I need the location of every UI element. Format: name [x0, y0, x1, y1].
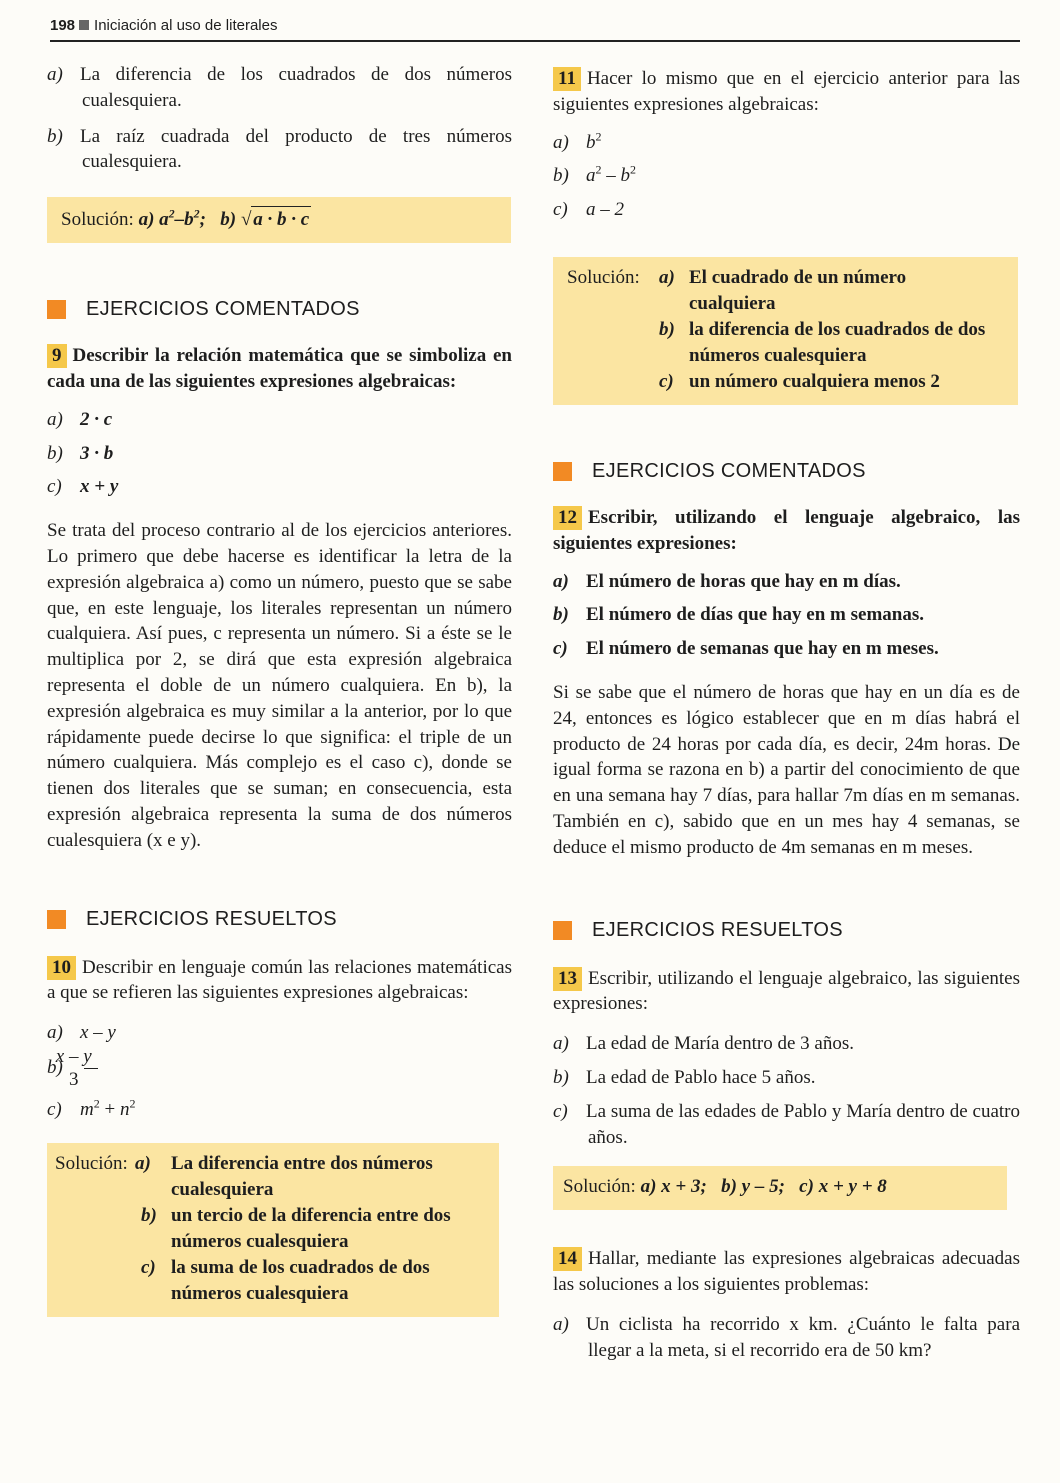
- exercise-11-statement: 11 Hacer lo mismo que en el ejercicio anterior para las siguientes expresiones algebraicas:: [553, 68, 1020, 115]
- exercise-10-statement: 10 Describir en lenguaje común las relaciones matemáticas a que se refieren las siguientes expresiones algebraicas:: [47, 956, 512, 1004]
- solution-box: Solución: a) El cuadrado de un número cualquiera b) la diferencia de los cuadrados de dos números cualesquiera c) un número cualquiera menos 2: [553, 257, 1018, 405]
- solution-box: Solución: a) La diferencia entre dos números cualesquiera b) un tercio de la diferencia entre dos números cualesquiera c) la suma de los cuadrados de dos números cualesquiera: [47, 1143, 499, 1317]
- section-heading: EJERCICIOS RESUELTOS: [553, 919, 1020, 942]
- orange-square-icon: [47, 300, 66, 319]
- list-item: a) 2 · c: [47, 408, 113, 430]
- orange-square-icon: [553, 921, 572, 940]
- list-item: a) $b^2$: [553, 129, 602, 153]
- page-header: [50, 14, 1020, 42]
- exercise-number: 10: [47, 956, 76, 980]
- exercise-number: 12: [553, 506, 582, 530]
- exercise-14-items: [553, 1312, 1020, 1364]
- exercise-9-explanation: Se trata del proceso contrario al de los ejercicios anteriores. Lo primero que debe hacerse es identificar la letra de la expresión algebraica a) como un número, puesto que se sabe que, en este lenguaje, los literales representan un número cualquiera. Así pues, c representa un número. Si a éste se le multiplica por 2, se dirá que esta expresión algebraica representa el doble de un número cualquiera. En b), la expresión algebraica es muy similar a la anterior, por lo que rápidamente puede decirse lo que significa: el triple de un número cualquiera. Más complejo es el caso c), donde se tienen dos literales que se suman; en consecuencia, esta expresión algebraica representa la suma de dos números cualesquiera (x e y).: [47, 520, 512, 851]
- exercise-9-statement: 9 Describir la relación matemática que se simboliza en cada una de las siguientes expresiones algebraicas:: [47, 345, 512, 392]
- section-heading: EJERCICIOS RESUELTOS: [47, 908, 512, 931]
- list-item: c) $m^2 + n^2$: [47, 1096, 136, 1120]
- section-heading: EJERCICIOS COMENTADOS: [47, 298, 512, 321]
- list-item: c) La suma de las edades de Pablo y María dentro de cuatro años.: [553, 1100, 1020, 1148]
- exercise-number: 14: [553, 1247, 582, 1271]
- left-column: [47, 58, 512, 1317]
- chapter-title: Iniciación al uso de literales: [94, 17, 278, 34]
- exercise-11-items: [553, 130, 1020, 223]
- exercise-number: 9: [47, 344, 67, 368]
- list-item: c) x + y: [47, 476, 119, 498]
- list-item: c) El número de semanas que hay en m meses.: [553, 638, 939, 660]
- exercise-12-items: [553, 569, 1020, 662]
- list-item: a) El número de horas que hay en m días.: [553, 570, 901, 592]
- exercise-number: 11: [553, 67, 581, 91]
- intro-list: [47, 62, 512, 175]
- list-item: a) Un ciclista ha recorrido x km. ¿Cuánto le falta para llegar a la meta, si el recorrido era de 50 km?: [553, 1313, 1020, 1361]
- exercise-number: 13: [553, 967, 582, 991]
- list-item: a) La diferencia de los cuadrados de dos números cualesquiera.: [47, 64, 512, 111]
- list-item: b) 3 · b: [47, 442, 114, 464]
- right-column: [553, 58, 1020, 1364]
- square-root: √ a · b · c: [241, 206, 311, 233]
- list-item: a) x – y: [47, 1022, 116, 1044]
- solution-box: Solución: a) $a^2-b^2$; b) √ a · b · c: [47, 197, 511, 243]
- solution-box: Solución: a) x + 3; b) y – 5; c) x + y + 8: [553, 1166, 1007, 1210]
- list-item: b) El número de días que hay en m semanas.: [553, 604, 925, 626]
- page-number: 198: [50, 17, 76, 34]
- fraction: $\frac{x - y}{3}$: [84, 1046, 98, 1091]
- list-item: b) La raíz cuadrada del producto de tres números cualesquiera.: [47, 125, 512, 173]
- header-square-icon: [79, 20, 89, 30]
- exercise-13-items: [553, 1031, 1020, 1150]
- exercise-12-statement: 12 Escribir, utilizando el lenguaje algebraico, las siguientes expresiones:: [553, 506, 1020, 554]
- exercise-9-items: [47, 407, 512, 500]
- list-item: a) La edad de María dentro de 3 años.: [553, 1033, 855, 1055]
- orange-square-icon: [47, 910, 66, 929]
- orange-square-icon: [553, 462, 572, 481]
- list-item: b) La edad de Pablo hace 5 años.: [553, 1066, 816, 1088]
- list-item: b) $a^2 - b^2$: [553, 163, 636, 187]
- exercise-13-statement: 13 Escribir, utilizando el lenguaje algebraico, las siguientes expresiones:: [553, 967, 1020, 1015]
- exercise-14-statement: 14 Hallar, mediante las expresiones algebraicas adecuadas las soluciones a los siguientes problemas:: [553, 1248, 1020, 1296]
- list-item: b) $\frac{x - y}{3}$: [47, 1046, 512, 1091]
- exercise-12-explanation: Si se sabe que el número de horas que hay en un día es de 24, entonces es lógico establecer que en m días habrá el producto de 24 horas por cada día, es decir, 24m horas. De igual forma se razona en b) a partir del conocimiento de que en una semana hay 7 días, para hallar 7m días en m semanas. También en c), sabido que en un mes hay 4 semanas, se deduce el mismo producto de 4m semanas en m meses.: [553, 681, 1020, 858]
- exercise-10-items: [47, 1020, 512, 1123]
- section-heading: EJERCICIOS COMENTADOS: [553, 460, 1020, 483]
- list-item: c) a – 2: [553, 199, 624, 221]
